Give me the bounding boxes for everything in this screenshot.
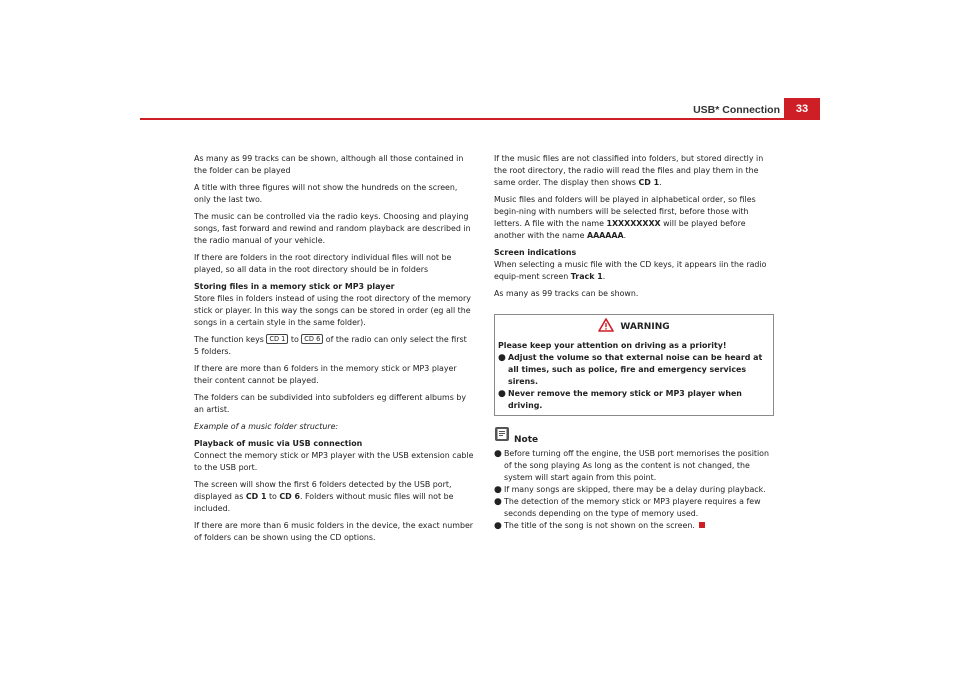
section-heading: Screen indications (494, 248, 577, 257)
bullet-icon: ● (494, 497, 502, 507)
warning-triangle-icon (598, 318, 614, 336)
page-header-title: USB* Connection (693, 104, 780, 116)
note-item: ● If many songs are skipped, there may be a delay during playback. (494, 485, 766, 495)
page-number: 33 (784, 98, 820, 119)
paragraph: If there are folders in the root directory individual files will not be played, so all data in the root directory should be in folders (194, 253, 452, 274)
cd1-key-label: CD 1 (266, 334, 288, 344)
note-title: Note (514, 435, 539, 445)
paragraph: The music can be controlled via the radio keys. Choosing and playing songs, fast forward and rewind and random playback are described in the radio manual of your vehicle. (194, 212, 471, 245)
note-item: ● The detection of the memory stick or MP3 playere requires a few seconds depending on the type of memory used. (494, 497, 761, 518)
paragraph: If there are more than 6 folders in the memory stick or MP3 player their content cannot be played. (194, 364, 457, 385)
warning-box (494, 314, 774, 416)
paragraph: A title with three figures will not show the hundreds on the screen, only the last two. (194, 183, 458, 204)
paragraph: Music files and folders will be played in alphabetical order, so files begin-ning with numbers will be selected first, before those with letters. A file with the name 1XXXXXXXX will be played before another with the name AAAAAA. (494, 195, 756, 240)
paragraph: As many as 99 tracks can be shown, although all those contained in the folder can be played (194, 154, 464, 175)
paragraph: If the music files are not classified into folders, but stored directly in the root directory, the radio will read the files and play them in the same order. The display then shows CD 1. (494, 154, 764, 187)
warning-title: WARNING (620, 322, 670, 332)
warning-item: ● Adjust the volume so that external noise can be heard at all times, such as police, fire and emergency services sirens. (498, 353, 763, 386)
paragraph: Connect the memory stick or MP3 player with the USB extension cable to the USB port. (194, 451, 474, 472)
paragraph: If there are more than 6 music folders in the device, the exact number of folders can be shown using the CD options. (194, 521, 474, 542)
header-rule (140, 118, 820, 120)
warning-intro: Please keep your attention on driving as a priority! (498, 341, 727, 350)
bullet-icon: ● (498, 389, 506, 399)
note-item: ● The title of the song is not shown on the screen. (494, 520, 774, 532)
example-caption: Example of a music folder structure: (194, 422, 339, 431)
note-body (494, 448, 774, 532)
paragraph: When selecting a music file with the CD keys, it appears iin the radio equip-ment screen Track 1. (494, 260, 767, 281)
note-header (494, 426, 774, 446)
bullet-icon: ● (498, 353, 506, 363)
section-heading: Playback of music via USB connection (194, 439, 363, 448)
paragraph: The folders can be subdivided into subfolders eg different albums by an artist. (194, 393, 467, 414)
left-column (194, 153, 474, 549)
bullet-icon: ● (494, 521, 502, 531)
bullet-icon: ● (494, 449, 502, 459)
note-icon (494, 426, 510, 446)
bullet-icon: ● (494, 485, 502, 495)
end-of-section-icon (699, 522, 705, 528)
paragraph: As many as 99 tracks can be shown. (494, 289, 639, 298)
cd6-key-label: CD 6 (301, 334, 323, 344)
warning-item: ● Never remove the memory stick or MP3 player when driving. (498, 389, 742, 410)
section-heading: Storing files in a memory stick or MP3 player (194, 282, 395, 291)
paragraph: The function keys CD 1 to CD 6 of the radio can only select the first 5 folders. (194, 335, 467, 356)
note-item: ● Before turning off the engine, the USB port memorises the position of the song playing As long as the content is not changed, the system will start again from this point. (494, 449, 770, 482)
warning-body (495, 340, 773, 412)
paragraph: Store files in folders instead of using the root directory of the memory stick or player. In this way the songs can be stored in order (eg all the songs in a certain style in the same folder). (194, 294, 471, 327)
right-column (494, 153, 774, 532)
paragraph: The screen will show the first 6 folders detected by the USB port, displayed as CD 1 to CD 6. Folders without music files will not be included. (194, 480, 454, 513)
warning-header (495, 319, 773, 335)
